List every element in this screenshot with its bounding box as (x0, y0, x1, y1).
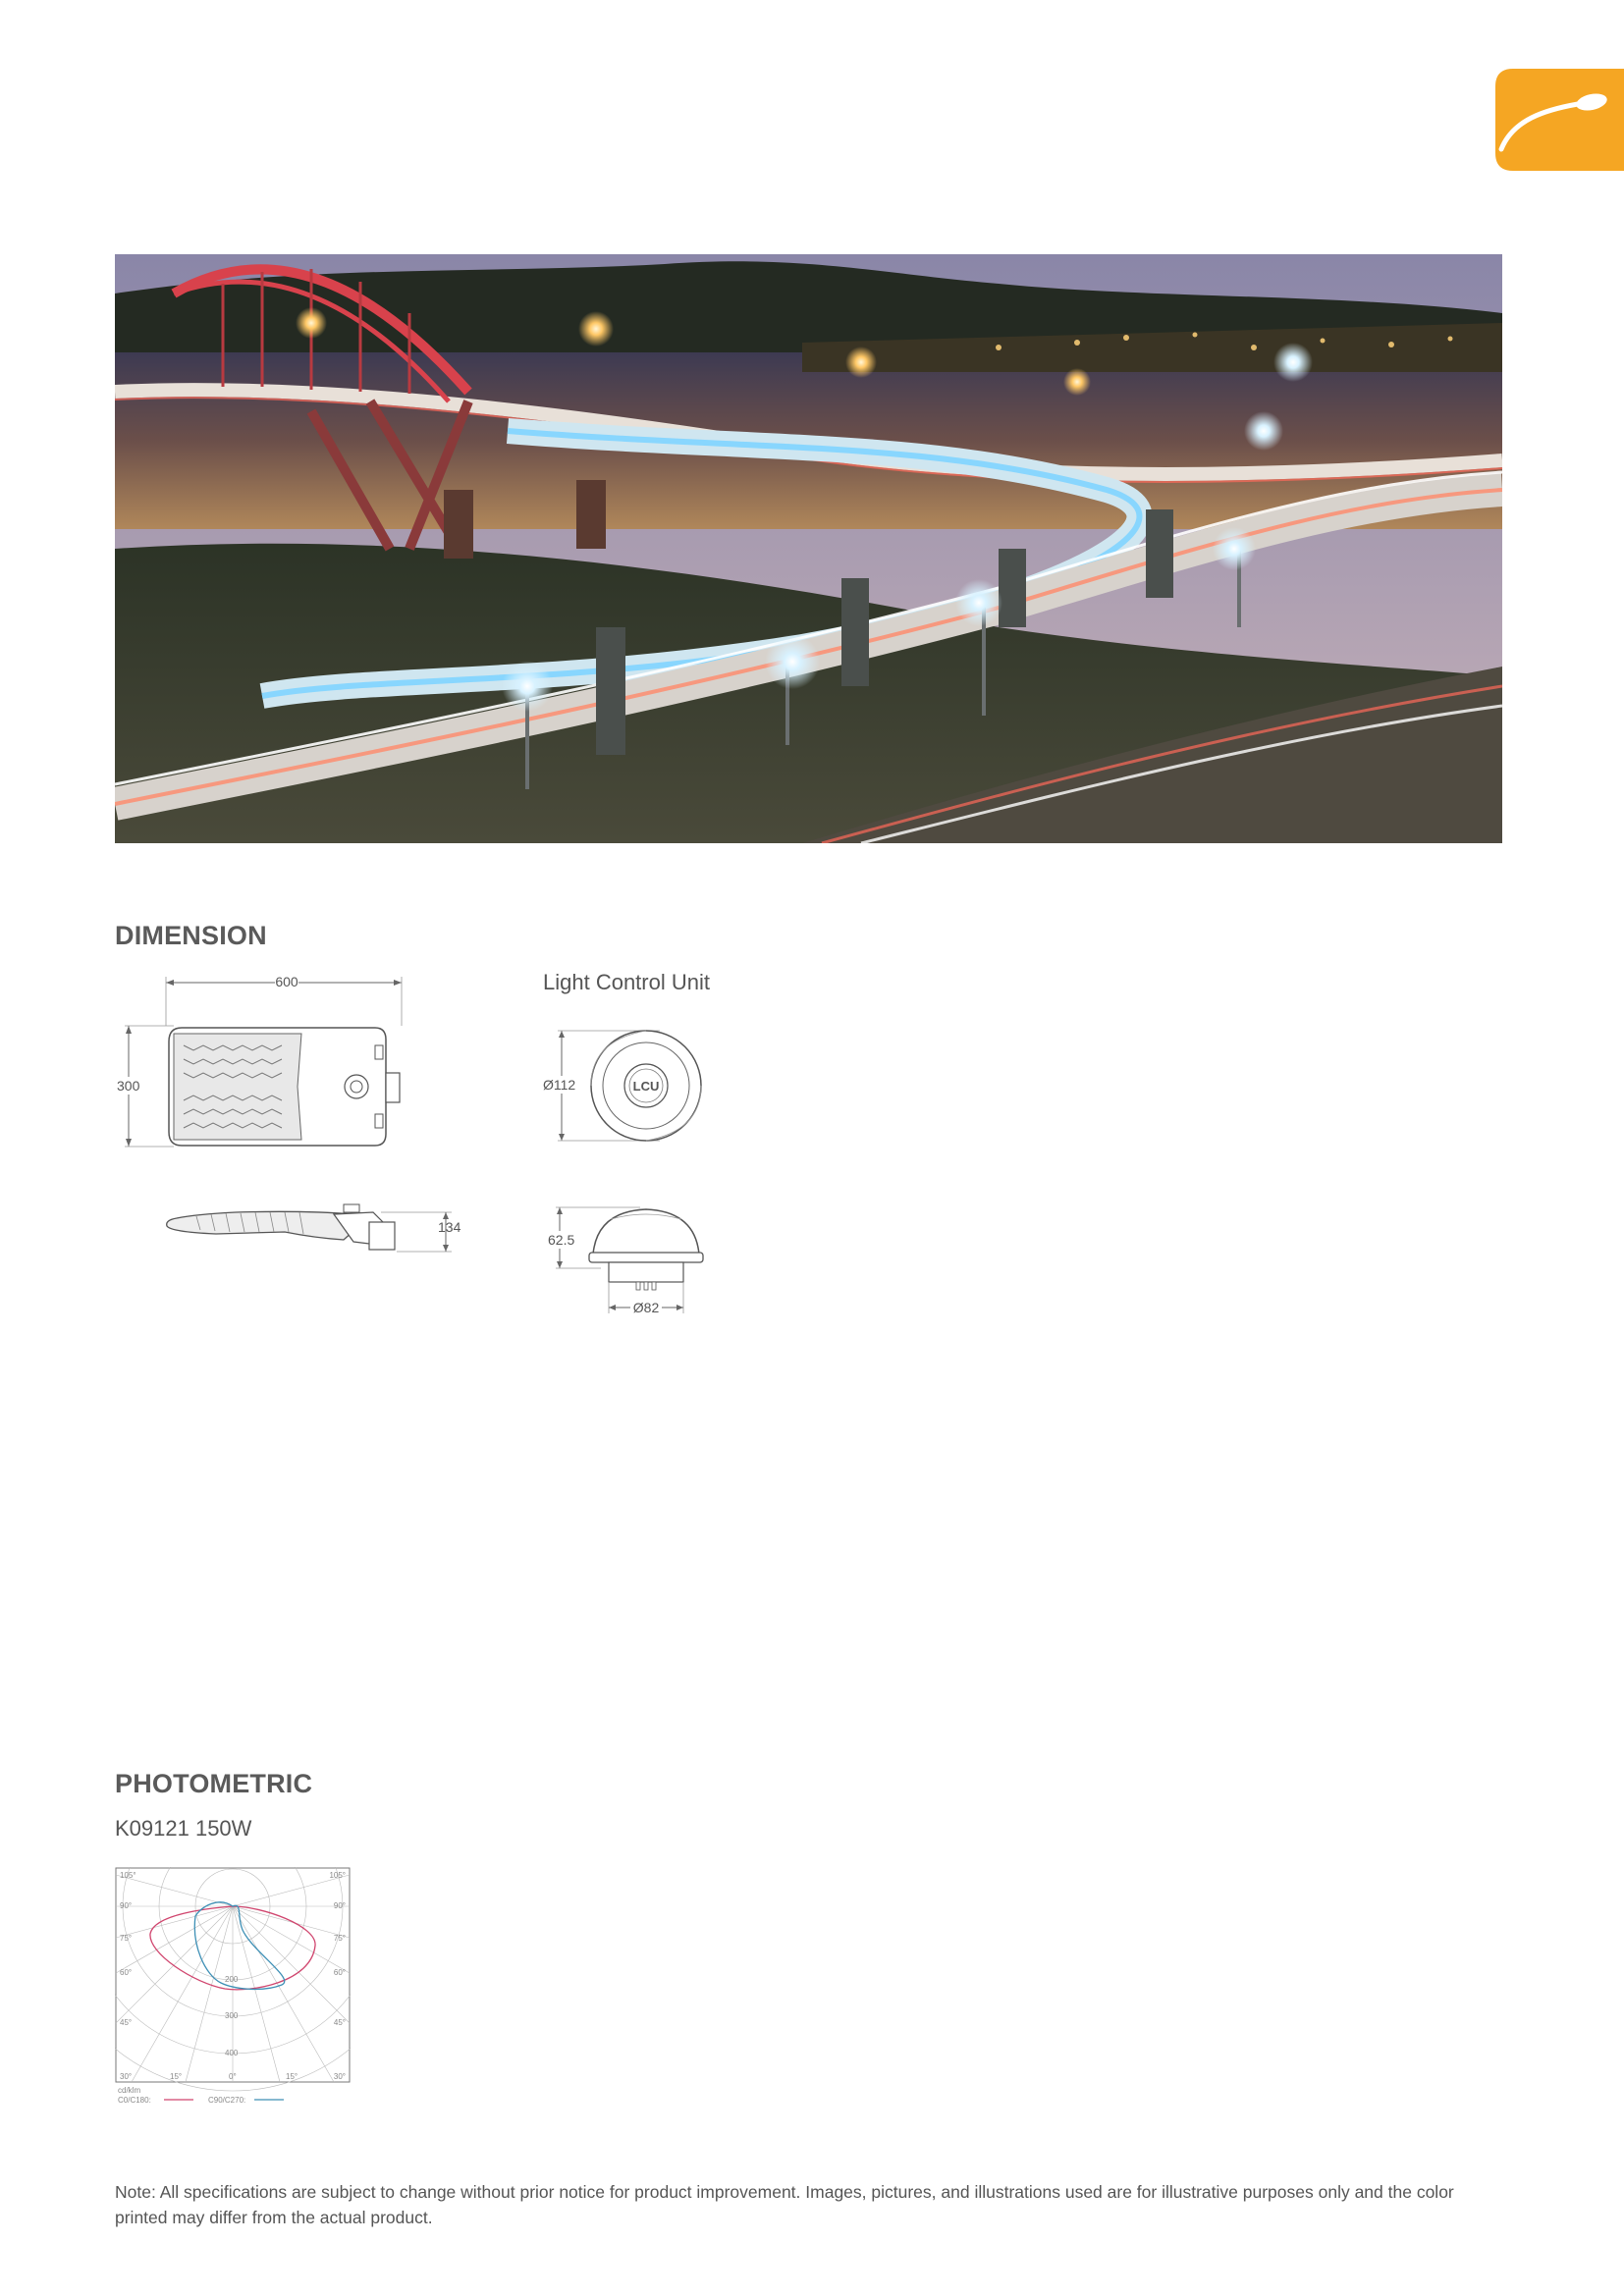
night-bridge-highway-photo (115, 254, 1502, 843)
lcu-top-view-drawing (542, 1021, 719, 1148)
luminaire-width-label: 600 (275, 974, 298, 989)
luminaire-depth-label: 300 (117, 1078, 140, 1094)
angle-label: 45° (120, 2018, 133, 2027)
angle-label: 45° (333, 2018, 346, 2027)
lcu-height-label: 62.5 (548, 1232, 575, 1248)
angle-label: 30° (120, 2072, 133, 2081)
radial-label: 200 (225, 1975, 239, 1984)
angle-label: 105° (120, 1871, 136, 1880)
angle-label: 0° (229, 2072, 237, 2081)
dimension-title: DIMENSION (115, 921, 267, 950)
luminaire-side-view-drawing (157, 1193, 471, 1261)
brand-logo (1495, 69, 1624, 171)
angle-label: 75° (120, 1934, 133, 1943)
angle-label: 30° (333, 2072, 346, 2081)
angle-label: 105° (329, 1871, 346, 1880)
lcu-logo-text: LCU (632, 1079, 660, 1094)
unit-label: cd/klm (118, 2086, 141, 2095)
photometric-title: PHOTOMETRIC (115, 1769, 313, 1798)
radial-label: 400 (225, 2049, 239, 2057)
hero-photo (115, 254, 1502, 843)
lcu-side-view-drawing (542, 1198, 719, 1325)
radial-label: 300 (225, 2011, 239, 2020)
legend-c90-label: C90/C270: (208, 2096, 246, 2105)
disclaimer-note: Note: All specifications are subject to change without prior notice for product improvement. Images, pictures, and illustrations used are for illustrative purposes only and the color printed may differ from the actual product. (115, 2182, 1454, 2227)
angle-label: 60° (333, 1968, 346, 1977)
angle-label: 90° (333, 1901, 346, 1910)
photometric-model: K09121 150W (115, 1816, 252, 1841)
lcu-diameter-label: Ø112 (543, 1077, 576, 1093)
luminaire-height-label: 134 (438, 1219, 461, 1235)
luminaire-top-view-drawing (115, 967, 429, 1153)
angle-label: 15° (286, 2072, 298, 2081)
street-lamp-logo-icon (1495, 69, 1624, 171)
photometric-polar-chart (115, 1867, 351, 2109)
angle-label: 60° (120, 1968, 133, 1977)
angle-label: 15° (170, 2072, 183, 2081)
lcu-base-diameter-label: Ø82 (632, 1300, 660, 1315)
lcu-title: Light Control Unit (543, 970, 710, 994)
legend-c0-label: C0/C180: (118, 2096, 151, 2105)
angle-label: 75° (333, 1934, 346, 1943)
angle-label: 90° (120, 1901, 133, 1910)
